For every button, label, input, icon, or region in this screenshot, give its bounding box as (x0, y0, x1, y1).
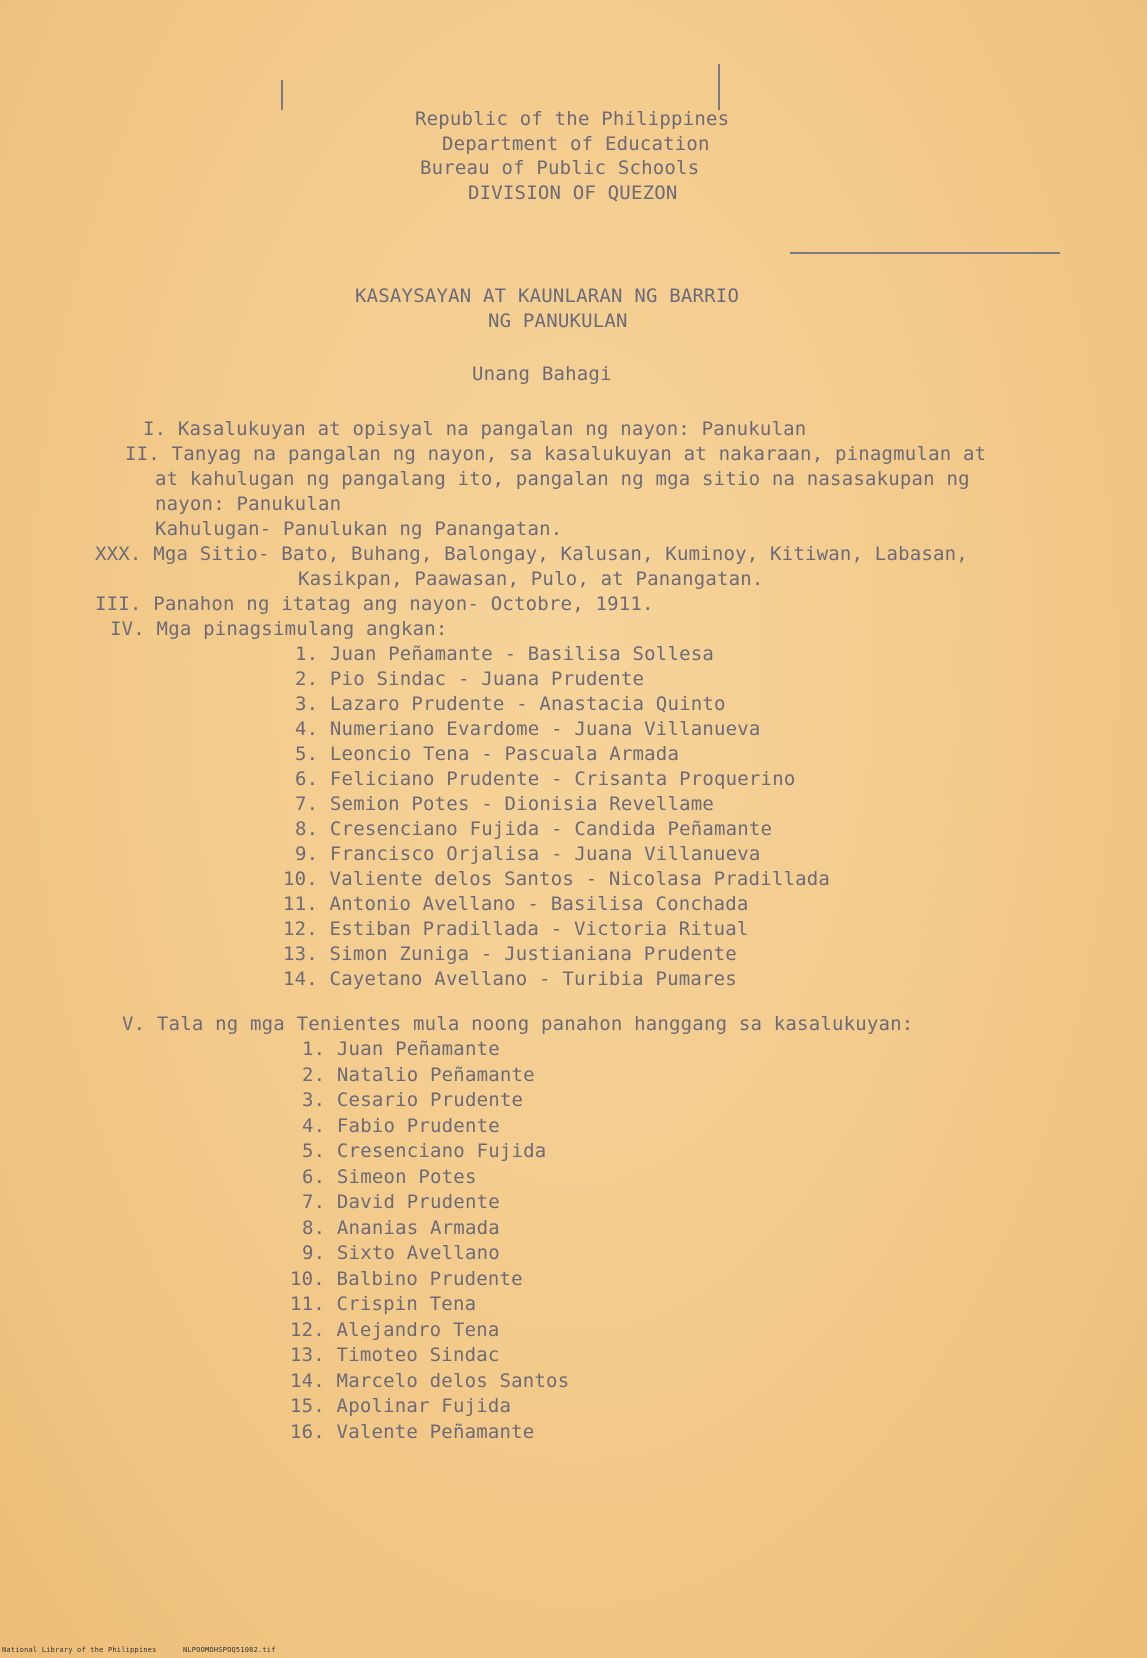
list-item: 4. Numeriano Evardome - Juana Villanueva (295, 718, 761, 740)
list-item: 10. Balbino Prudente (290, 1267, 523, 1290)
list-item: 9. Sixto Avellano (302, 1242, 500, 1264)
list-item: 14. Cayetano Avellano - Turibia Pumares (283, 968, 737, 990)
list-item: 13. Timoteo Sindac (290, 1344, 500, 1366)
list-item: 7. David Prudente (302, 1191, 500, 1213)
item-ii-line3: nayon: Panukulan (155, 493, 342, 515)
footer-filename: NLPOOMOHSPOQ51082.tif (182, 1646, 276, 1654)
pen-mark-right (718, 64, 720, 110)
tenientes-list (290, 1038, 570, 1446)
title-line1: KASAYSAYAN AT KAUNLARAN NG BARRIO (355, 285, 740, 307)
list-item: 2. Natalio Peñamante (302, 1063, 535, 1086)
item-ii-line1: II. Tanyag na pangalan ng nayon, sa kasalukuyan at nakaraan, pinagmulan at (125, 443, 987, 465)
list-item: 5. Cresenciano Fujida (302, 1140, 547, 1162)
list-item: 14. Marcelo delos Santos (290, 1369, 570, 1392)
list-item: 10. Valiente delos Santos - Nicolasa Pradillada (283, 868, 831, 890)
list-item: 15. Apolinar Fujida (290, 1395, 512, 1417)
list-item: 2. Pio Sindac - Juana Prudente (295, 668, 645, 690)
list-item: 16. Valente Peñamante (290, 1420, 535, 1443)
item-i: I. Kasalukuyan at opisyal na pangalan ng nayon: Panukulan (143, 418, 807, 440)
item-v: V. Tala ng mga Tenientes mula noong panahon hanggang sa kasalukuyan: (122, 1013, 914, 1035)
list-item: 7. Semion Potes - Dionisia Revellame (295, 793, 715, 815)
list-item: 6. Simeon Potes (302, 1165, 477, 1188)
section-title: Unang Bahagi (472, 363, 612, 385)
list-item: 4. Fabio Prudente (302, 1114, 500, 1137)
list-item: 3. Lazaro Prudente - Anastacia Quinto (295, 693, 726, 715)
item-ii-line4: Kahulugan- Panulukan ng Panangatan. (155, 518, 563, 540)
pen-mark-left (281, 80, 283, 110)
list-item: 11. Antonio Avellano - Basilisa Conchada (283, 893, 749, 915)
list-item: 1. Juan Peñamante (302, 1038, 500, 1060)
header-department: Department of Education (442, 133, 710, 155)
list-item: 8. Ananias Armada (302, 1216, 500, 1239)
item-xxx-line2: Kasikpan, Paawasan, Pulo, at Panangatan. (298, 568, 764, 590)
list-item: 13. Simon Zuniga - Justianiana Prudente (283, 943, 737, 965)
header-division: DIVISION OF QUEZON (468, 182, 678, 204)
list-item: 12. Estiban Pradillada - Victoria Ritual (283, 918, 749, 940)
item-iii: III. Panahon ng itatag ang nayon- Octobre, 1911. (95, 593, 654, 615)
list-item: 11. Crispin Tena (290, 1293, 477, 1315)
title-line2: NG PANUKULAN (488, 310, 628, 332)
list-item: 3. Cesario Prudente (302, 1089, 524, 1111)
list-item: 6. Feliciano Prudente - Crisanta Proquerino (295, 768, 796, 790)
item-iv: IV. Mga pinagsimulang angkan: (110, 618, 448, 640)
families-list (283, 643, 831, 993)
header-bureau: Bureau of Public Schools (420, 157, 700, 179)
item-ii-line2: at kahulugan ng pangalang ito, pangalan ng mga sitio na nasasakupan ng (155, 468, 970, 490)
list-item: 5. Leoncio Tena - Pascuala Armada (295, 743, 680, 765)
rule-line (790, 252, 1060, 254)
list-item: 9. Francisco Orjalisa - Juana Villanueva (295, 843, 761, 865)
list-item: 12. Alejandro Tena (290, 1318, 500, 1341)
item-xxx-line1: XXX. Mga Sitio- Bato, Buhang, Balongay, Kalusan, Kuminoy, Kitiwan, Labasan, (95, 543, 968, 565)
footer-library: National Library of the Philippines (2, 1646, 157, 1654)
header-republic: Republic of the Philippines (415, 108, 730, 130)
scan-footer (2, 1646, 298, 1654)
list-item: 8. Cresenciano Fujida - Candida Peñamante (295, 818, 773, 840)
list-item: 1. Juan Peñamante - Basilisa Sollesa (295, 643, 715, 665)
